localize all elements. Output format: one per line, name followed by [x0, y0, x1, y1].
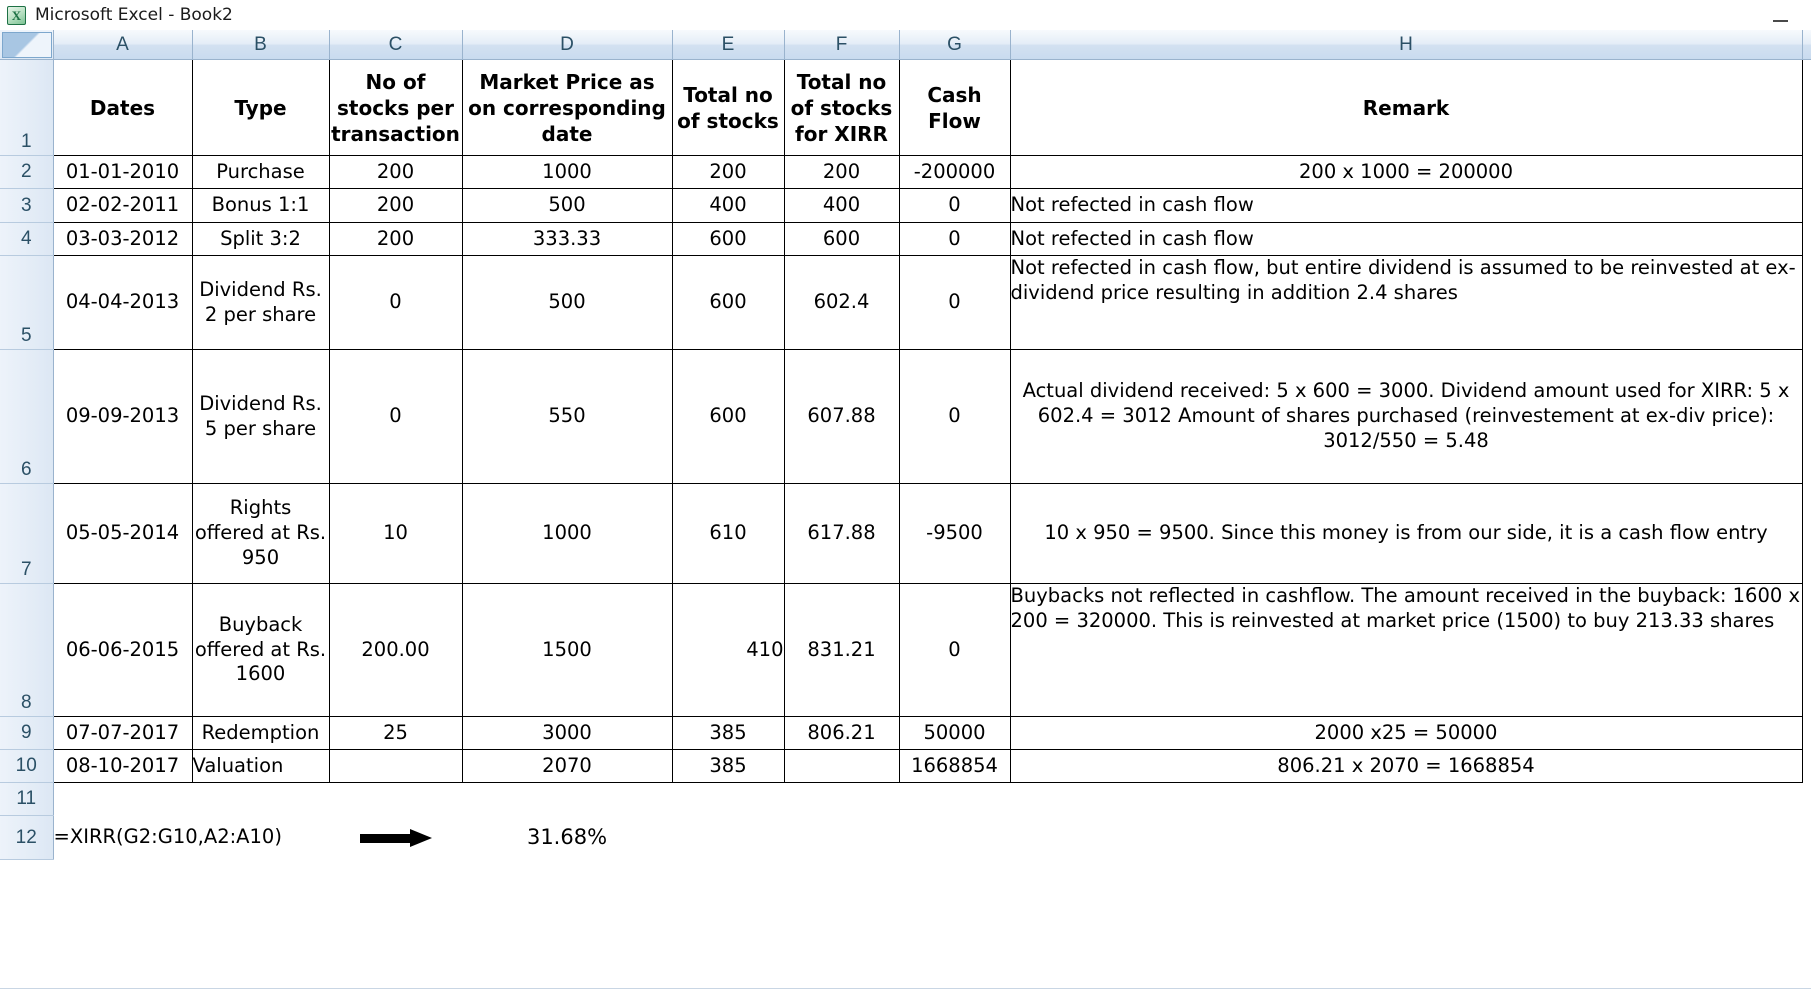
- header-total-stocks[interactable]: Total no of stocks: [672, 60, 784, 156]
- row-header-7[interactable]: 7: [0, 484, 53, 584]
- cell-f9-total-xirr[interactable]: 806.21: [784, 717, 899, 750]
- column-header-e[interactable]: E: [672, 30, 784, 60]
- cell-h10-remark[interactable]: 806.21 x 2070 = 1668854: [1010, 750, 1802, 783]
- header-total-stocks-xirr[interactable]: Total no of stocks for XIRR: [784, 60, 899, 156]
- cell-c11[interactable]: [329, 783, 462, 816]
- grid-overflow-cell: [1802, 156, 1811, 189]
- spreadsheet-grid: [0, 30, 1811, 995]
- cell-d3-price[interactable]: 500: [462, 189, 672, 223]
- cell-g10-cashflow[interactable]: 1668854: [899, 750, 1010, 783]
- cell-a3-date[interactable]: 02-02-2011: [53, 189, 192, 223]
- table-row: [0, 189, 1811, 223]
- cell-a7-date[interactable]: 05-05-2014: [53, 484, 192, 584]
- cell-e2-total[interactable]: 200: [672, 156, 784, 189]
- cell-c5-stocks[interactable]: 0: [329, 256, 462, 350]
- cell-d9-price[interactable]: 3000: [462, 717, 672, 750]
- excel-icon: X: [7, 6, 26, 25]
- cell-b6-type[interactable]: Dividend Rs. 5 per share: [192, 350, 329, 484]
- cell-d11[interactable]: [462, 783, 672, 816]
- cell-a11[interactable]: [53, 783, 192, 816]
- cell-h3-remark[interactable]: Not refected in cash flow: [1010, 189, 1802, 223]
- cell-a4-date[interactable]: 03-03-2012: [53, 223, 192, 256]
- cell-e10-total[interactable]: 385: [672, 750, 784, 783]
- cell-b5-type[interactable]: Dividend Rs. 2 per share: [192, 256, 329, 350]
- cell-f4-total-xirr[interactable]: 600: [784, 223, 899, 256]
- cell-g12[interactable]: [899, 816, 1010, 860]
- table-row: [0, 750, 1811, 783]
- cell-f8-total-xirr[interactable]: 831.21: [784, 584, 899, 717]
- cell-b3-type[interactable]: Bonus 1:1: [192, 189, 329, 223]
- cell-f2-total-xirr[interactable]: 200: [784, 156, 899, 189]
- cell-h8-remark[interactable]: Buybacks not reflected in cashflow. The amount received in the buyback: 1600 x 200 = 320000. This is reinvested at market price (1500) to buy 213.33 shares: [1010, 584, 1802, 717]
- cell-c3-stocks[interactable]: 200: [329, 189, 462, 223]
- cell-a2-date[interactable]: 01-01-2010: [53, 156, 192, 189]
- grid-overflow-cell: [1802, 60, 1811, 156]
- cell-f6-total-xirr[interactable]: 607.88: [784, 350, 899, 484]
- row-header-3[interactable]: 3: [0, 189, 53, 223]
- column-header-g[interactable]: G: [899, 30, 1010, 60]
- cell-f12[interactable]: [784, 816, 899, 860]
- cell-g5-cashflow[interactable]: 0: [899, 256, 1010, 350]
- cell-b2-type[interactable]: Purchase: [192, 156, 329, 189]
- cell-g8-cashflow[interactable]: 0: [899, 584, 1010, 717]
- cell-c4-stocks[interactable]: 200: [329, 223, 462, 256]
- cell-d7-price[interactable]: 1000: [462, 484, 672, 584]
- header-dates[interactable]: Dates: [53, 60, 192, 156]
- cell-b8-type[interactable]: Buyback offered at Rs. 1600: [192, 584, 329, 717]
- table-row: [0, 256, 1811, 350]
- cell-e11[interactable]: [672, 783, 784, 816]
- bottom-edge: [0, 988, 1811, 995]
- cell-b7-type[interactable]: Rights offered at Rs. 950: [192, 484, 329, 584]
- window-title: Microsoft Excel - Book2: [35, 5, 233, 25]
- cell-f5-total-xirr[interactable]: 602.4: [784, 256, 899, 350]
- column-header-c[interactable]: C: [329, 30, 462, 60]
- cell-g4-cashflow[interactable]: 0: [899, 223, 1010, 256]
- cell-d12-xirr-result[interactable]: 31.68%: [526, 825, 608, 850]
- select-all-corner[interactable]: [0, 30, 53, 60]
- cell-c8-stocks[interactable]: 200.00: [329, 584, 462, 717]
- table-row: [0, 783, 1811, 816]
- grid-overflow-cell: [1802, 816, 1811, 860]
- grid-overflow-cell: [1802, 750, 1811, 783]
- cell-d5-price[interactable]: 500: [462, 256, 672, 350]
- cell-e12[interactable]: [672, 816, 784, 860]
- column-header-d[interactable]: D: [462, 30, 672, 60]
- cell-c6-stocks[interactable]: 0: [329, 350, 462, 484]
- cell-g9-cashflow[interactable]: 50000: [899, 717, 1010, 750]
- cell-a6-date[interactable]: 09-09-2013: [53, 350, 192, 484]
- cell-c10-stocks[interactable]: [329, 750, 462, 783]
- cell-d4-price[interactable]: 333.33: [462, 223, 672, 256]
- cell-e3-total[interactable]: 400: [672, 189, 784, 223]
- table-row: [0, 60, 1811, 156]
- row-header-6[interactable]: 6: [0, 350, 53, 484]
- cell-c7-stocks[interactable]: 10: [329, 484, 462, 584]
- header-remark[interactable]: Remark: [1010, 60, 1802, 156]
- cell-h5-remark[interactable]: Not refected in cash flow, but entire dividend is assumed to be reinvested at ex-dividend price resulting in addition 2.4 shares: [1010, 256, 1802, 350]
- row-header-10[interactable]: 10: [0, 750, 53, 783]
- row-header-5[interactable]: 5: [0, 256, 53, 350]
- column-header-row: [0, 30, 1811, 60]
- column-header-f[interactable]: F: [784, 30, 899, 60]
- cell-f3-total-xirr[interactable]: 400: [784, 189, 899, 223]
- cell-f10-total-xirr[interactable]: [784, 750, 899, 783]
- cell-d10-price[interactable]: 2070: [462, 750, 672, 783]
- cell-b9-type[interactable]: Redemption: [192, 717, 329, 750]
- cell-h6-remark[interactable]: Actual dividend received: 5 x 600 = 3000. Dividend amount used for XIRR: 5 x 602.4 = 3012 Amount of shares purchased (reinvestement at ex-div price): 3012/550 = 5.48: [1010, 350, 1802, 484]
- cell-a12-xirr-formula[interactable]: =XIRR(G2:G10,A2:A10): [53, 825, 282, 849]
- table-row: [0, 584, 1811, 717]
- cell-f11[interactable]: [784, 783, 899, 816]
- cell-b11[interactable]: [192, 783, 329, 816]
- header-cash-flow[interactable]: Cash Flow: [899, 60, 1010, 156]
- cell-d2-price[interactable]: 1000: [462, 156, 672, 189]
- grid-overflow-cell: [1802, 783, 1811, 816]
- grid-overflow-cell: [1802, 584, 1811, 717]
- title-bar: [0, 0, 1811, 30]
- cell-g11[interactable]: [899, 783, 1010, 816]
- cell-e8-total[interactable]: 410: [672, 584, 784, 717]
- cell-b4-type[interactable]: Split 3:2: [192, 223, 329, 256]
- cell-g2-cashflow[interactable]: -200000: [899, 156, 1010, 189]
- cell-a10-date[interactable]: 08-10-2017: [53, 750, 192, 783]
- column-header-h[interactable]: H: [1010, 30, 1802, 60]
- grid-overflow-cell: [1802, 717, 1811, 750]
- row-header-4[interactable]: 4: [0, 223, 53, 256]
- cell-g6-cashflow[interactable]: 0: [899, 350, 1010, 484]
- cell-b10-type[interactable]: Valuation: [192, 750, 329, 783]
- column-header-b[interactable]: B: [192, 30, 329, 60]
- header-stocks-per-transaction[interactable]: No of stocks per transaction: [329, 60, 462, 156]
- cell-g3-cashflow[interactable]: 0: [899, 189, 1010, 223]
- cell-g7-cashflow[interactable]: -9500: [899, 484, 1010, 584]
- table-row: [0, 484, 1811, 584]
- table-row: [0, 350, 1811, 484]
- cell-d6-price[interactable]: 550: [462, 350, 672, 484]
- cell-e5-total[interactable]: 600: [672, 256, 784, 350]
- column-header-a[interactable]: A: [53, 30, 192, 60]
- cell-c9-stocks[interactable]: 25: [329, 717, 462, 750]
- row-header-9[interactable]: 9: [0, 717, 53, 750]
- header-type[interactable]: Type: [192, 60, 329, 156]
- cell-h7-remark[interactable]: 10 x 950 = 9500. Since this money is from our side, it is a cash flow entry: [1010, 484, 1802, 584]
- table-row: [0, 156, 1811, 189]
- row-header-11[interactable]: 11: [0, 783, 53, 816]
- cell-e4-total[interactable]: 600: [672, 223, 784, 256]
- row-header-12[interactable]: 12: [0, 816, 53, 860]
- table-row: [0, 816, 1811, 860]
- row-header-8[interactable]: 8: [0, 584, 53, 717]
- cell-f7-total-xirr[interactable]: 617.88: [784, 484, 899, 584]
- grid-overflow-cell: [1802, 256, 1811, 350]
- grid-overflow-cell: [1802, 484, 1811, 584]
- cell-a9-date[interactable]: 07-07-2017: [53, 717, 192, 750]
- cell-e6-total[interactable]: 600: [672, 350, 784, 484]
- cell-h9-remark[interactable]: 2000 x25 = 50000: [1010, 717, 1802, 750]
- cell-c2-stocks[interactable]: 200: [329, 156, 462, 189]
- cell-h2-remark[interactable]: 200 x 1000 = 200000: [1010, 156, 1802, 189]
- cell-a5-date[interactable]: 04-04-2013: [53, 256, 192, 350]
- grid-overflow-cell: [1802, 350, 1811, 484]
- grid-overflow-cell: [1802, 223, 1811, 256]
- table-row: [0, 717, 1811, 750]
- header-market-price[interactable]: Market Price as on corresponding date: [462, 60, 672, 156]
- right-arrow-icon: [360, 831, 432, 844]
- minimize-button[interactable]: [1767, 6, 1793, 22]
- grid-overflow-cell: [1802, 189, 1811, 223]
- column-header-overflow: [1802, 30, 1811, 60]
- cell-d8-price[interactable]: 1500: [462, 584, 672, 717]
- cell-c12-arrow: [329, 816, 462, 860]
- row-header-2[interactable]: 2: [0, 156, 53, 189]
- cell-h11[interactable]: [1010, 783, 1802, 816]
- cell-h4-remark[interactable]: Not refected in cash flow: [1010, 223, 1802, 256]
- row-header-1[interactable]: 1: [0, 60, 53, 156]
- table-row: [0, 223, 1811, 256]
- sheet-table: [0, 30, 1811, 860]
- cell-a8-date[interactable]: 06-06-2015: [53, 584, 192, 717]
- cell-h12[interactable]: [1010, 816, 1802, 860]
- cell-e9-total[interactable]: 385: [672, 717, 784, 750]
- cell-e7-total[interactable]: 610: [672, 484, 784, 584]
